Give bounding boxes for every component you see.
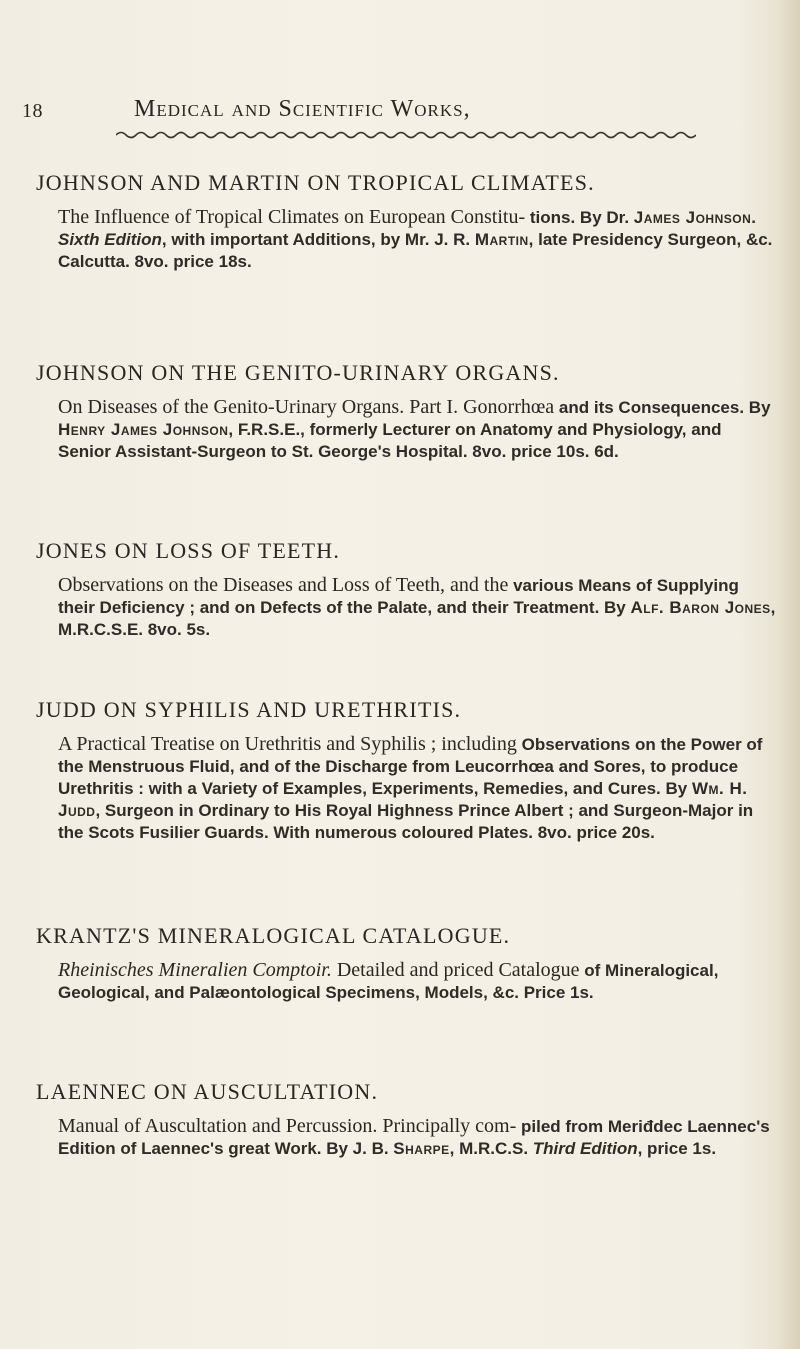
entry-text: , late Presidency Surgeon, &c. Calcutta. 8vo. price 18s. bbox=[58, 230, 773, 271]
catalogue-entry bbox=[36, 1079, 770, 1160]
catalogue-entry bbox=[36, 538, 776, 641]
entry-text: , price 1s. bbox=[637, 1139, 717, 1158]
entry-lead: On Diseases of the Genito-Urinary Organs. Part I. Gonorrhœa bbox=[58, 396, 555, 418]
entry-text: , F.R.S.E., formerly Lecturer on Anatomy and Physiology, and Senior Assistant-Surgeon to St. George's Hospital. 8vo. price 10s. 6d. bbox=[58, 420, 722, 461]
entry-lead-italic: Rheinisches Mineralien Comptoir. bbox=[58, 959, 332, 981]
entry-text: of Mineralogical, Geological, and Palæontological Specimens, Models, &c. Price 1s. bbox=[58, 961, 719, 1002]
entry-description bbox=[58, 1115, 778, 1160]
entry-heading: JUDD ON SYPHILIS AND URETHRITIS. bbox=[36, 697, 462, 722]
author-name: Martin bbox=[474, 230, 529, 249]
entry-description bbox=[58, 733, 778, 844]
catalogue-entry bbox=[36, 697, 766, 844]
catalogue-entry bbox=[36, 360, 771, 463]
entry-lead: Detailed and priced Catalogue bbox=[331, 959, 580, 981]
edition-label: Sixth Edition bbox=[58, 230, 162, 249]
entry-text: various Means of Supplying their Deficiency ; and on Defects of the Palate, and their Treatment. By bbox=[58, 576, 739, 617]
entry-text: and its Consequences. By bbox=[558, 398, 771, 417]
entry-heading: JOHNSON ON THE GENITO-URINARY ORGANS. bbox=[36, 360, 560, 385]
entry-heading: LAENNEC ON AUSCULTATION. bbox=[36, 1079, 379, 1104]
entry-description bbox=[58, 959, 778, 1004]
entry-text: . bbox=[751, 208, 757, 227]
running-title: Medical and Scientific Works, bbox=[134, 96, 471, 122]
entry-text: , M.R.C.S. bbox=[449, 1139, 533, 1158]
page-number: 18 bbox=[22, 100, 43, 122]
author-name: Henry James Johnson bbox=[58, 420, 229, 439]
entry-lead: The Influence of Tropical Climates on European Constitu- bbox=[58, 206, 526, 228]
wavy-rule-divider bbox=[116, 130, 696, 140]
entry-description bbox=[58, 206, 778, 273]
edition-label: Third Edition bbox=[532, 1139, 638, 1158]
entry-description bbox=[58, 574, 778, 641]
catalogue-entry bbox=[36, 170, 773, 273]
entry-text: Observations on the Power of the Menstruous Fluid, and of the Discharge from Leucorrhœa and Sores, to produce Urethritis : with a Variety of Examples, Experiments, Remedies, and Cures. By bbox=[58, 735, 763, 798]
author-name: Alf. Baron Jones bbox=[630, 598, 771, 617]
entry-text: tions. By Dr. bbox=[529, 208, 634, 227]
catalogue-entry bbox=[36, 923, 766, 1004]
entry-lead: Manual of Auscultation and Percussion. Principally com- bbox=[58, 1115, 517, 1137]
entry-text: piled from Meriđdec Laennec's Edition of Laennec's great Work. By J. B. bbox=[58, 1117, 770, 1158]
entry-text: , with important Additions, by Mr. J. R. bbox=[161, 230, 475, 249]
author-name: Wm. H. Judd bbox=[58, 779, 748, 820]
entry-lead: A Practical Treatise on Urethritis and Syphilis ; including bbox=[58, 733, 517, 755]
entry-heading: KRANTZ'S MINERALOGICAL CATALOGUE. bbox=[36, 923, 511, 948]
entry-description bbox=[58, 396, 778, 463]
entry-lead: Observations on the Diseases and Loss of Teeth, and the bbox=[58, 574, 509, 596]
entry-heading: JONES ON LOSS OF TEETH. bbox=[36, 538, 341, 563]
author-name: Sharpe bbox=[393, 1139, 450, 1158]
entry-text: , M.R.C.S.E. 8vo. 5s. bbox=[58, 598, 776, 639]
entry-text: , Surgeon in Ordinary to His Royal Highness Prince Albert ; and Surgeon-Major in the Scots Fusilier Guards. With numerous coloured Plates. 8vo. price 20s. bbox=[58, 801, 754, 842]
entry-heading: JOHNSON AND MARTIN ON TROPICAL CLIMATES. bbox=[36, 170, 595, 195]
author-name: James Johnson bbox=[633, 208, 752, 227]
